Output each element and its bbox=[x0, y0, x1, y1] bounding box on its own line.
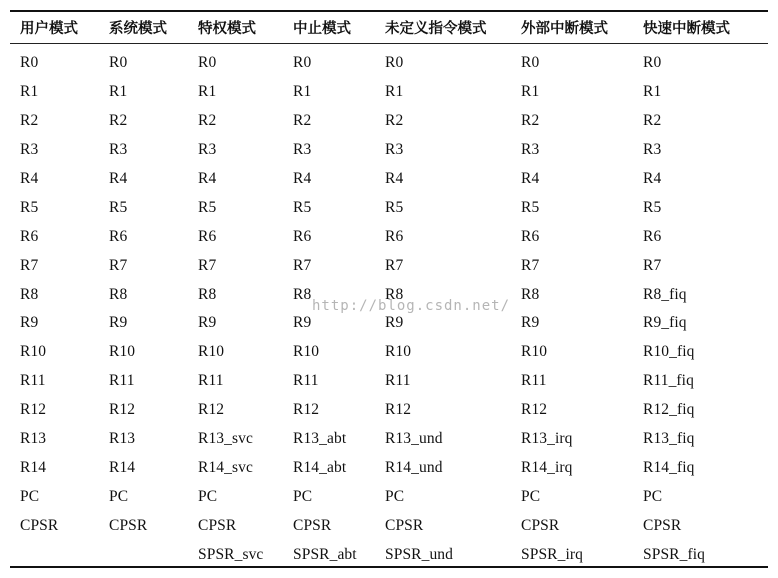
table-body bbox=[10, 43, 768, 569]
register-cell: R0 bbox=[293, 54, 312, 72]
register-cell: R8 bbox=[109, 285, 128, 303]
register-cell: R8 bbox=[293, 285, 312, 303]
register-cell: R13 bbox=[20, 430, 47, 448]
register-cell: R7 bbox=[385, 256, 404, 274]
register-cell: R13_und bbox=[385, 430, 443, 448]
register-cell: R0 bbox=[109, 54, 128, 72]
register-cell: R13_irq bbox=[521, 430, 573, 448]
register-cell: R6 bbox=[198, 227, 217, 245]
register-cell: PC bbox=[20, 487, 40, 505]
register-cell: R10 bbox=[109, 343, 136, 361]
register-cell: R14_und bbox=[385, 458, 443, 476]
register-cell: R2 bbox=[20, 112, 39, 130]
register-cell: R4 bbox=[521, 170, 540, 187]
column-header: 快速中断模式 bbox=[643, 21, 730, 37]
register-cell: R7 bbox=[293, 256, 312, 274]
register-cell: R13 bbox=[109, 430, 136, 448]
register-cell: R0 bbox=[521, 54, 540, 72]
register-cell: CPSR bbox=[521, 516, 560, 534]
register-cell: R10_fiq bbox=[643, 343, 695, 361]
column-header: 中止模式 bbox=[293, 21, 351, 37]
register-cell: SPSR_svc bbox=[198, 545, 264, 563]
register-cell: R8 bbox=[198, 285, 217, 303]
register-cell: R10 bbox=[521, 343, 548, 361]
register-cell: R13_svc bbox=[198, 430, 253, 448]
register-cell: R4 bbox=[293, 170, 312, 187]
table-row bbox=[10, 43, 768, 78]
register-cell: CPSR bbox=[109, 516, 148, 534]
register-cell: R1 bbox=[109, 83, 128, 101]
column-header: 未定义指令模式 bbox=[385, 21, 487, 37]
register-cell: R10 bbox=[385, 343, 412, 361]
table-row bbox=[10, 453, 768, 482]
register-cell: R3 bbox=[643, 141, 662, 159]
register-cell: SPSR_abt bbox=[293, 545, 357, 563]
table-row bbox=[10, 511, 768, 540]
register-cell bbox=[10, 540, 99, 569]
register-cell: R12_fiq bbox=[643, 401, 695, 419]
table-row bbox=[10, 280, 768, 309]
register-cell: R5 bbox=[643, 198, 662, 216]
table-row bbox=[10, 107, 768, 136]
register-cell: R9_fiq bbox=[643, 314, 687, 332]
table-row bbox=[10, 251, 768, 280]
register-cell: R7 bbox=[109, 256, 128, 274]
register-cell: R5 bbox=[521, 198, 540, 216]
register-cell: CPSR bbox=[293, 516, 332, 534]
register-cell: R12 bbox=[20, 401, 47, 419]
table-row bbox=[10, 193, 768, 222]
register-cell: R8 bbox=[20, 285, 39, 303]
register-cell: R7 bbox=[521, 256, 540, 274]
register-cell: R9 bbox=[293, 314, 312, 332]
register-cell: R3 bbox=[198, 141, 217, 159]
register-cell: R4 bbox=[198, 170, 217, 187]
register-cell: SPSR_fiq bbox=[643, 545, 705, 563]
register-cell: CPSR bbox=[198, 516, 237, 534]
register-cell: R0 bbox=[385, 54, 404, 72]
register-cell: R6 bbox=[293, 227, 312, 245]
register-cell: R9 bbox=[20, 314, 39, 332]
register-cell: R5 bbox=[293, 198, 312, 216]
table-row bbox=[10, 165, 768, 194]
register-cell: R0 bbox=[643, 54, 662, 72]
register-cell: R6 bbox=[385, 227, 404, 245]
register-cell: R1 bbox=[20, 83, 39, 101]
register-cell: R2 bbox=[643, 112, 662, 130]
register-cell: PC bbox=[385, 487, 405, 505]
register-cell: R9 bbox=[521, 314, 540, 332]
register-cell: R6 bbox=[20, 227, 39, 245]
register-cell: R14_fiq bbox=[643, 458, 695, 476]
table-row bbox=[10, 396, 768, 425]
register-cell: R1 bbox=[198, 83, 217, 101]
register-cell: R11_fiq bbox=[643, 372, 694, 390]
register-cell: R9 bbox=[198, 314, 217, 332]
register-cell: R5 bbox=[385, 198, 404, 216]
register-cell: R6 bbox=[109, 227, 128, 245]
register-cell: R11 bbox=[385, 372, 411, 390]
register-cell: R12 bbox=[385, 401, 412, 419]
column-header: 用户模式 bbox=[20, 21, 78, 37]
register-cell: R11 bbox=[293, 372, 319, 390]
register-cell: R14_svc bbox=[198, 458, 253, 476]
register-cell: R12 bbox=[293, 401, 320, 419]
register-cell: R10 bbox=[20, 343, 47, 361]
register-cell bbox=[99, 540, 188, 569]
column-header: 外部中断模式 bbox=[521, 21, 608, 37]
register-cell: R2 bbox=[385, 112, 404, 130]
register-cell: R2 bbox=[198, 112, 217, 130]
watermark: http://blog.csdn.net/ bbox=[312, 298, 511, 314]
register-cell: R3 bbox=[293, 141, 312, 159]
register-cell: R2 bbox=[293, 112, 312, 130]
register-cell: CPSR bbox=[385, 516, 424, 534]
register-cell: R6 bbox=[521, 227, 540, 245]
register-cell: R11 bbox=[521, 372, 547, 390]
register-cell: R0 bbox=[198, 54, 217, 72]
table-row bbox=[10, 482, 768, 511]
register-cell: PC bbox=[293, 487, 313, 505]
register-cell: R13_abt bbox=[293, 430, 347, 448]
register-cell: SPSR_und bbox=[385, 545, 453, 563]
register-cell: R0 bbox=[20, 54, 39, 72]
column-header: 特权模式 bbox=[198, 21, 256, 37]
register-cell: CPSR bbox=[643, 516, 682, 534]
register-cell: R4 bbox=[385, 170, 404, 187]
register-cell: SPSR_irq bbox=[521, 545, 583, 563]
register-cell: R8_fiq bbox=[643, 285, 687, 303]
register-cell: R7 bbox=[20, 256, 39, 274]
register-cell: R1 bbox=[521, 83, 540, 101]
register-cell: R10 bbox=[198, 343, 225, 361]
register-cell: R4 bbox=[20, 170, 39, 187]
register-cell: R11 bbox=[109, 372, 135, 390]
register-cell: R3 bbox=[20, 141, 39, 159]
table-row bbox=[10, 78, 768, 107]
register-cell: R3 bbox=[385, 141, 404, 159]
register-cell: R4 bbox=[643, 170, 662, 187]
register-cell: R12 bbox=[198, 401, 225, 419]
register-cell: R1 bbox=[293, 83, 312, 101]
register-cell: R8 bbox=[385, 285, 404, 303]
register-cell: PC bbox=[521, 487, 541, 505]
register-cell: R11 bbox=[198, 372, 224, 390]
register-cell: R7 bbox=[198, 256, 217, 274]
register-cell: PC bbox=[198, 487, 218, 505]
register-cell: PC bbox=[643, 487, 663, 505]
table-row bbox=[10, 136, 768, 165]
register-cell: R14 bbox=[109, 458, 136, 476]
register-cell: R14_abt bbox=[293, 458, 347, 476]
register-cell: R5 bbox=[198, 198, 217, 216]
register-cell: R4 bbox=[109, 170, 128, 187]
table-row bbox=[10, 425, 768, 454]
table-row bbox=[10, 540, 768, 569]
register-cell: R2 bbox=[521, 112, 540, 130]
register-cell: R9 bbox=[385, 314, 404, 332]
register-cell: R5 bbox=[109, 198, 128, 216]
register-cell: R8 bbox=[521, 285, 540, 303]
register-cell: R12 bbox=[109, 401, 136, 419]
column-header: 系统模式 bbox=[109, 21, 167, 37]
register-cell: R6 bbox=[643, 227, 662, 245]
register-cell: R2 bbox=[109, 112, 128, 130]
register-cell: R1 bbox=[385, 83, 404, 101]
register-cell: R14 bbox=[20, 458, 47, 476]
header-row bbox=[10, 12, 768, 43]
register-cell: R10 bbox=[293, 343, 320, 361]
register-cell: R3 bbox=[521, 141, 540, 159]
register-cell: R5 bbox=[20, 198, 39, 216]
table-row bbox=[10, 222, 768, 251]
register-cell: R7 bbox=[643, 256, 662, 274]
register-cell: R1 bbox=[643, 83, 662, 101]
table-row bbox=[10, 309, 768, 338]
table-row bbox=[10, 367, 768, 396]
register-cell: PC bbox=[109, 487, 129, 505]
register-cell: R14_irq bbox=[521, 458, 573, 476]
register-cell: R9 bbox=[109, 314, 128, 332]
register-cell: R12 bbox=[521, 401, 548, 419]
table-row bbox=[10, 338, 768, 367]
register-cell: R11 bbox=[20, 372, 46, 390]
register-cell: R3 bbox=[109, 141, 128, 159]
register-cell: CPSR bbox=[20, 516, 59, 534]
register-cell: R13_fiq bbox=[643, 430, 695, 448]
register-table bbox=[10, 12, 768, 569]
